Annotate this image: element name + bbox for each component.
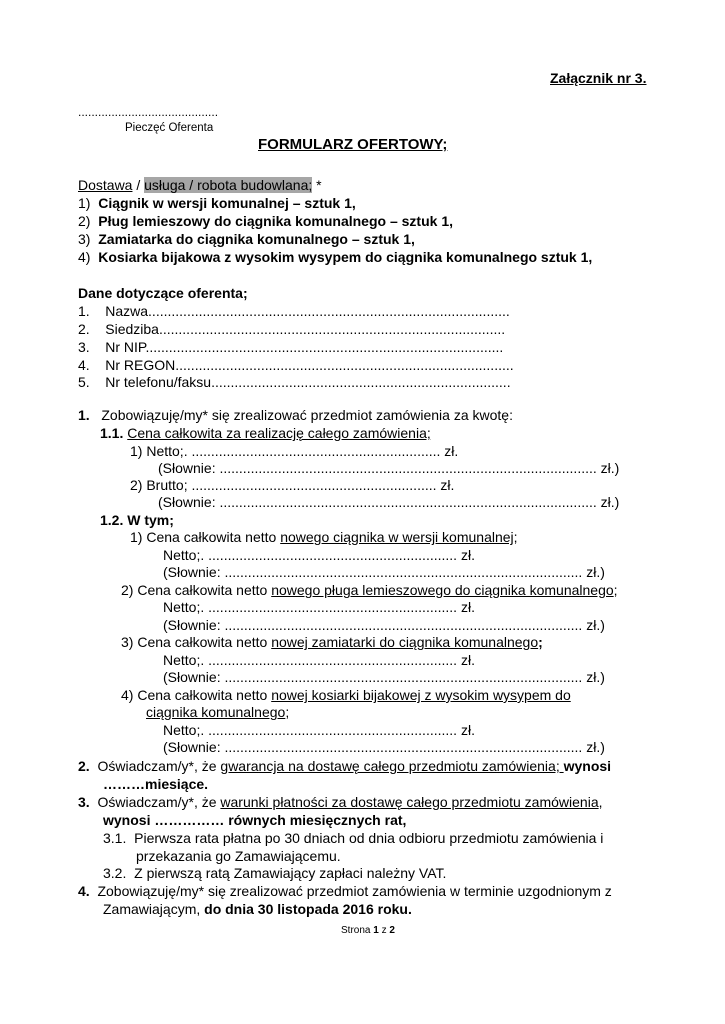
section-3-cont: wynosi …………… równych miesięcznych rat, [103,812,407,828]
sub-words-line: (Słownie: ............................................................................................ zł.) [163,669,605,685]
sub-item: 2) Cena całkowita netto nowego pługa lemieszowego do ciągnika komunalnego; [121,582,618,598]
brutto-line: 2) Brutto; ............................................................... zł. [130,477,455,493]
sub-words-line: (Słownie: ............................................................................................ zł.) [163,739,605,755]
section-4-cont: Zamawiającym, do dnia 30 listopada 2016 roku. [103,901,412,917]
sub-item: 1) Cena całkowita netto nowego ciągnika w wersji komunalnej; [130,529,518,545]
brutto-words-line: (Słownie: ................................................................................................. zł.) [158,494,620,510]
sub-netto-line: Netto;. ................................................................ zł. [163,547,475,563]
annex-label: Załącznik nr 3. [550,70,647,86]
sub-item: 3) Cena całkowita netto nowej zamiatarki do ciągnika komunalnego; [121,634,543,650]
sub-words-line: (Słownie: ............................................................................................ zł.) [163,617,605,633]
type-separator: / [132,177,145,193]
netto-words-line: (Słownie: ................................................................................................. zł.) [158,460,620,476]
sub-netto-line: Netto;. ................................................................ zł. [163,599,475,615]
section-3: 3. Oświadczam/y*, że warunki płatności za dostawę całego przedmiotu zamówienia, [78,794,603,810]
page-title: FORMULARZ OFERTOWY; [258,136,448,153]
type-delivery: Dostawa [78,177,133,193]
sub-netto-line: Netto;. ................................................................ zł. [163,722,475,738]
order-type-line [78,176,322,194]
section-3-2: 3.2. Z pierwszą ratą Zamawiający zapłaci należny VAT. [103,865,447,881]
sub-item-continuation: ciągnika komunalnego; [146,704,290,720]
stamp-label: Pieczęć Oferenta [125,122,214,134]
bidder-field: 3. Nr NIP............................................................................................ [78,339,504,355]
section-3-1: 3.1. Pierwsza rata płatna po 30 dniach od dnia odbioru przedmiotu zamówienia i [103,830,604,846]
stamp-dots: .......................................... [78,105,219,119]
list-item: 1) Ciągnik w wersji komunalnej – sztuk 1, [78,195,356,211]
list-item: 3) Zamiatarka do ciągnika komunalnego – sztuk 1, [78,231,415,247]
list-item: 2) Pług lemieszowy do ciągnika komunalnego – sztuk 1, [78,213,453,229]
bidder-field: 5. Nr telefonu/faksu............................................................................. [78,374,511,390]
sub-item: 4) Cena całkowita netto nowej kosiarki bijakowej z wysokim wysypem do [121,687,571,703]
bidder-heading: Dane dotyczące oferenta; [78,285,248,301]
netto-line: 1) Netto;. ................................................................ zł. [130,443,459,459]
list-item: 4) Kosiarka bijakowa z wysokim wysypem do ciągnika komunalnego sztuk 1, [78,249,593,265]
type-star: * [312,177,322,193]
section-2-cont: ………miesiące. [103,776,209,792]
bidder-field: 4. Nr REGON....................................................................................... [78,357,514,373]
section-1-1: 1.1. Cena całkowita za realizację całego zamówienia; [100,425,431,441]
section-1-2: 1.2. W tym; [100,512,174,528]
section-4: 4. Zobowiązuję/my* się zrealizować przedmiot zamówienia w terminie uzgodnionym z [78,883,612,899]
type-service: usługa / robota budowlana; [144,177,313,193]
sub-words-line: (Słownie: ............................................................................................ zł.) [163,564,605,580]
bidder-field: 1. Nazwa............................................................................................. [78,303,510,319]
sub-netto-line: Netto;. ................................................................ zł. [163,652,475,668]
section-3-1-cont: przekazania go Zamawiającemu. [136,848,341,864]
bidder-field: 2. Siedziba......................................................................................... [78,321,506,337]
page-footer: Strona 1 z 2 [341,925,395,936]
section-1: 1. Zobowiązuję/my* się zrealizować przedmiot zamówienia za kwotę: [78,407,513,423]
section-2: 2. Oświadczam/y*, że gwarancja na dostawę całego przedmiotu zamówienia; wynosi [78,758,612,774]
